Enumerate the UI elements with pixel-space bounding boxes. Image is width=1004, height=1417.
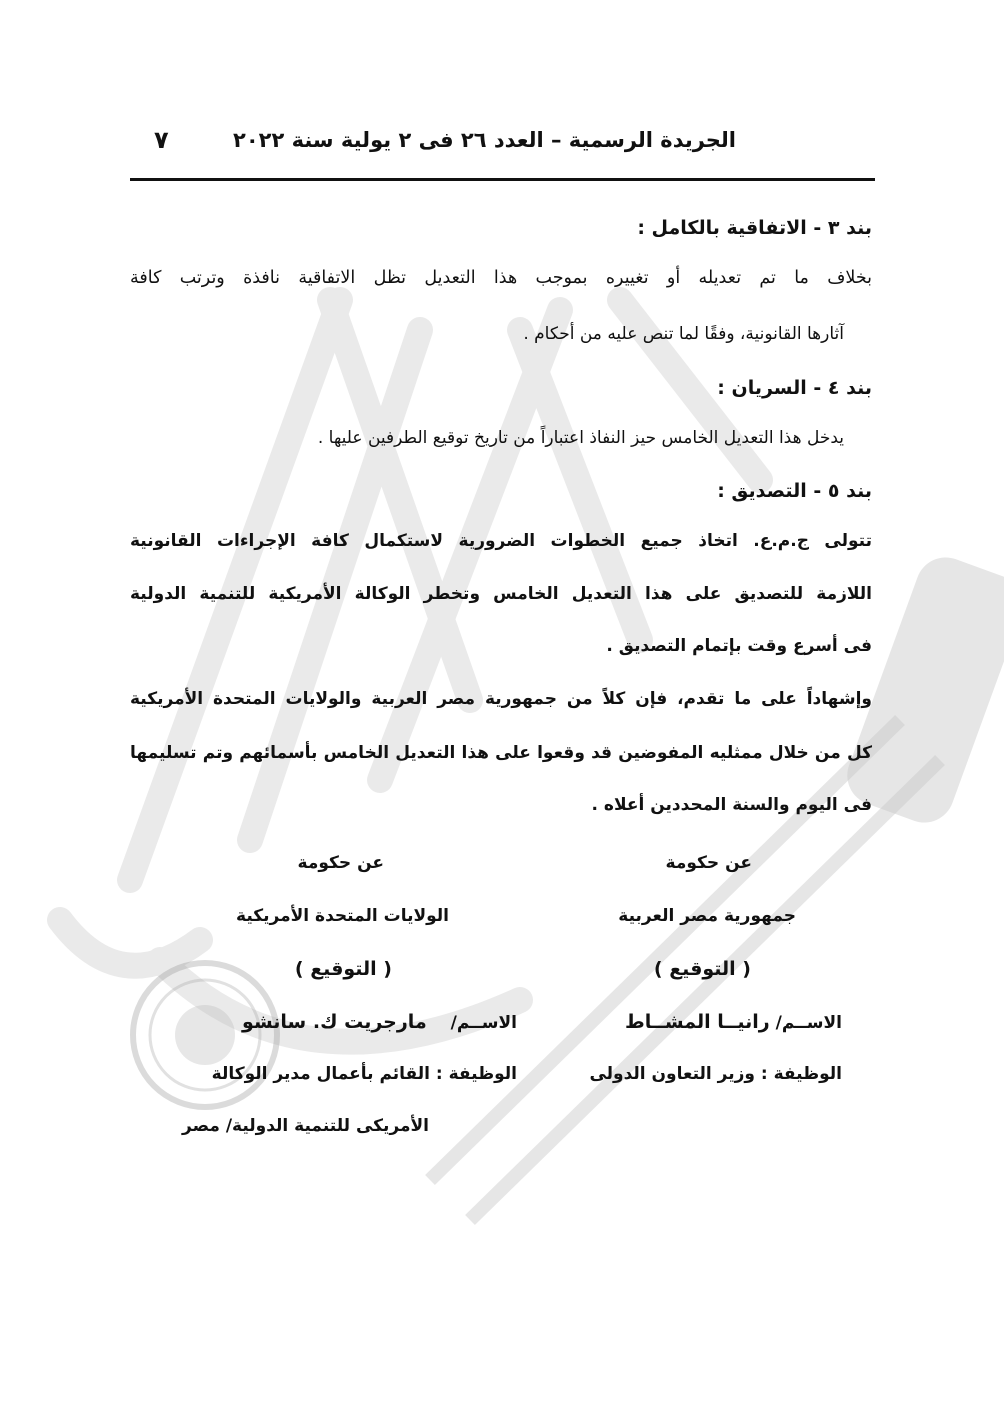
- clause-3-text-line-2: آثارها القانونية، وفقًا لما تنص عليه من أحكام .: [523, 324, 844, 344]
- egypt-name: رانيــا المشــاط: [625, 1011, 770, 1033]
- egypt-country: جمهورية مصر العربية: [618, 906, 796, 926]
- clause-4-text-line-1: يدخل هذا التعديل الخامس حيز النفاذ اعتباراً من تاريخ توقيع الطرفين عليها .: [317, 428, 844, 448]
- usa-title-label: الوظيفة :: [435, 1064, 517, 1084]
- usa-name-row: [242, 1013, 517, 1032]
- egypt-signature-label: ( التوقيع ): [653, 958, 751, 980]
- clause-4-heading: بند ٤ - السريان :: [717, 377, 872, 399]
- witness-text-line-3: فى اليوم والسنة المحددين أعلاه .: [591, 795, 872, 815]
- egypt-title-label: الوظيفة :: [760, 1064, 842, 1084]
- header-divider: [130, 178, 875, 181]
- clause-3-text-line-1: بخلاف ما تم تعديله أو تغييره بموجب هذا التعديل تظل الاتفاقية نافذة وترتب كافة: [130, 268, 872, 288]
- egypt-name-label: الاســم/: [775, 1013, 842, 1033]
- header-title: الجريدة الرسمية – العدد ٢٦ فى ٢ يولية سنة ٢٠٢٢: [233, 128, 736, 152]
- usa-on-behalf: عن حكومة: [297, 853, 384, 873]
- usa-name-label: الاســم/: [450, 1013, 517, 1033]
- usa-title-row: [212, 1066, 517, 1083]
- witness-text-line-2: كل من خلال ممثليه المفوضين قد وقعوا على هذا التعديل الخامس بأسمائهم وتم تسليمها: [130, 743, 872, 763]
- usa-signature-label: ( التوقيع ): [294, 958, 392, 980]
- egypt-name-row: [625, 1013, 842, 1032]
- page-number: ٧: [154, 126, 169, 154]
- clause-5-heading: بند ٥ - التصديق :: [717, 480, 872, 502]
- clause-5-text-line-3: فى أسرع وقت بإتمام التصديق .: [606, 636, 872, 656]
- usa-name: مارجريت ك. سانشو: [242, 1011, 427, 1033]
- clause-5-text-line-2: اللازمة للتصديق على هذا التعديل الخامس وتخطر الوكالة الأمريكية للتنمية الدولية: [130, 584, 872, 604]
- egypt-title: وزير التعاون الدولى: [589, 1064, 755, 1084]
- clause-5-text-line-1: تتولى ج.م.ع. اتخاذ جميع الخطوات الضرورية لاستكمال كافة الإجراءات القانونية: [130, 531, 872, 551]
- usa-country: الولايات المتحدة الأمريكية: [236, 906, 449, 926]
- egypt-on-behalf: عن حكومة: [665, 853, 752, 873]
- usa-title-line-1: القائم بأعمال مدير الوكالة: [211, 1064, 430, 1084]
- usa-title-line-2: الأمريكى للتنمية الدولية/ مصر: [182, 1116, 429, 1136]
- clause-3-heading: بند ٣ - الاتفاقية بالكامل :: [637, 217, 872, 239]
- witness-text-line-1: وإشهاداً على ما تقدم، فإن كلاً من جمهورية مصر العربية والولايات المتحدة الأمريكية: [130, 689, 872, 709]
- egypt-title-row: [589, 1066, 842, 1083]
